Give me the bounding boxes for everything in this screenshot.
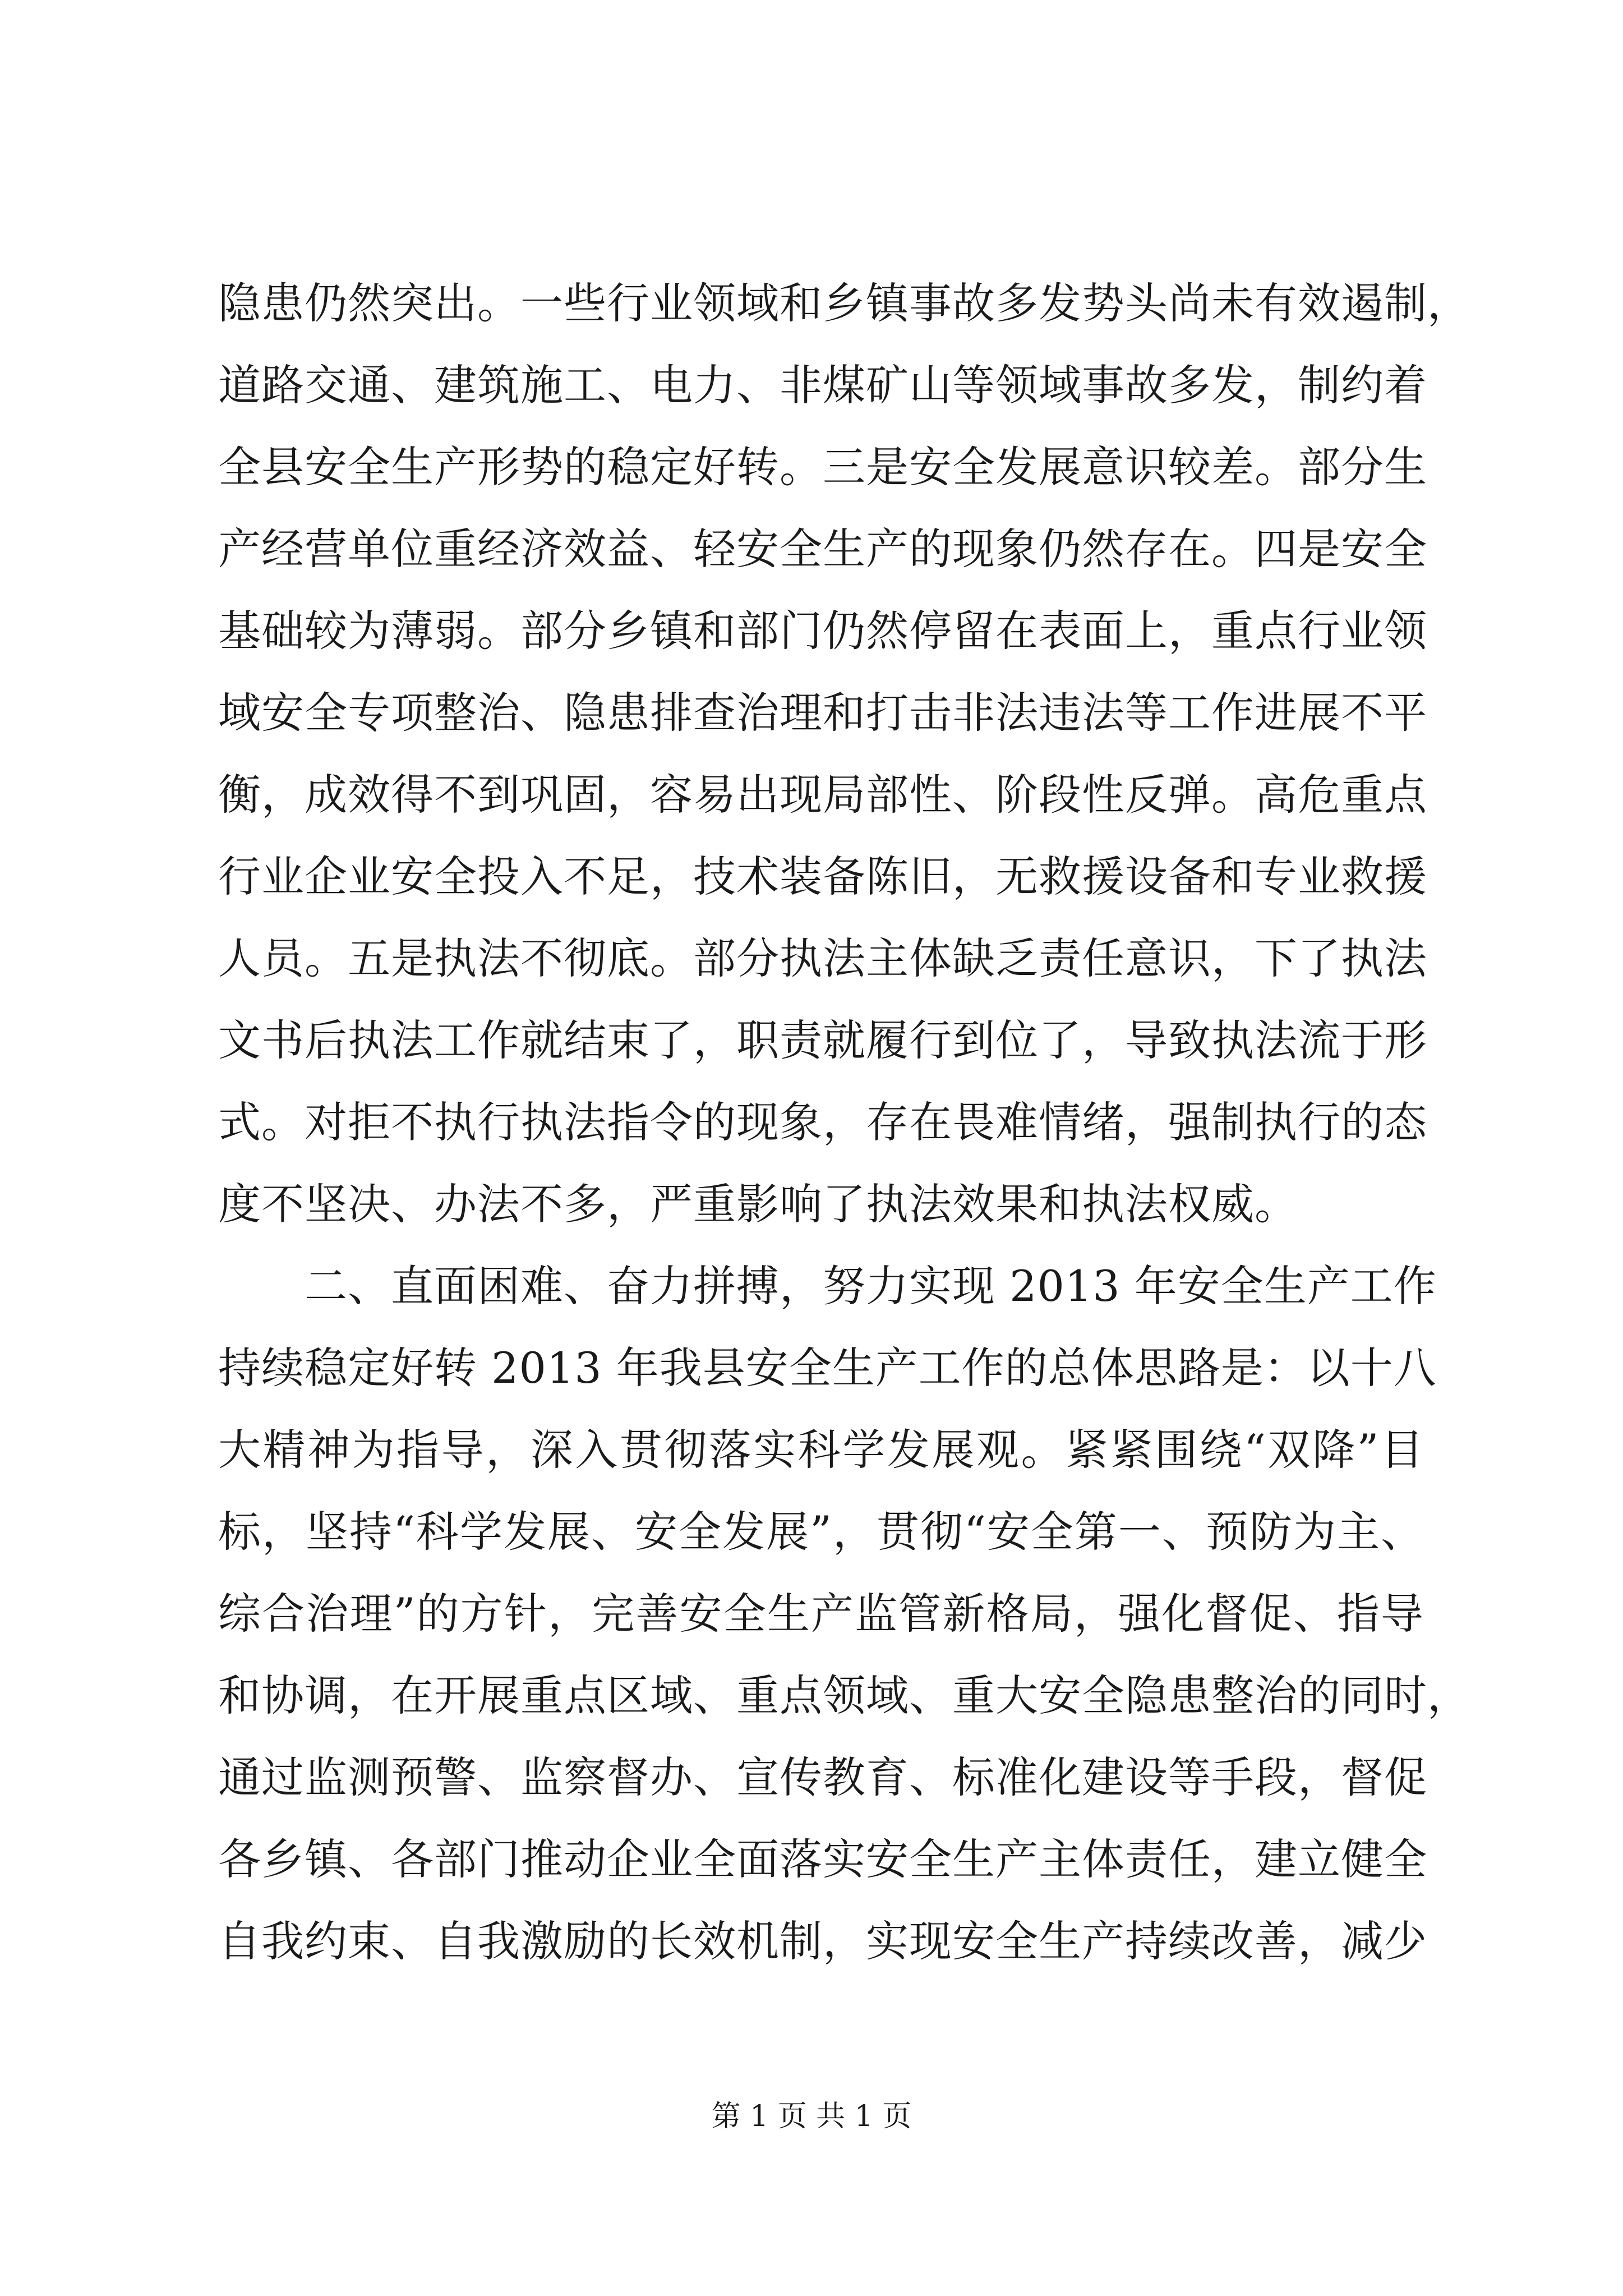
paragraph-end-line: 度不坚决、办法不多，严重影响了执法效果和执法权威。 [218,1179,1298,1229]
text-line: 人员。五是执法不彻底。部分执法主体缺乏责任意识，下了执法 [218,933,1427,983]
text-line: 式。对拒不执行执法指令的现象，存在畏难情绪，强制执行的态 [218,1097,1427,1147]
text-line: 产经营单位重经济效益、轻安全生产的现象仍然存在。四是安全 [218,524,1427,574]
text-line: 基础较为薄弱。部分乡镇和部门仍然停留在表面上，重点行业领 [218,606,1427,656]
text-line: 通过监测预警、监察督办、宣传教育、标准化建设等手段，督促 [218,1752,1427,1802]
page-number-footer: 第 1 页 共 1 页 [711,2100,912,2133]
text-line: 综合治理”的方针，完善安全生产监管新格局，强化督促、指导 [218,1589,1424,1639]
text-line: 文书后执法工作就结束了，职责就履行到位了，导致执法流于形 [218,1015,1427,1065]
paragraph-start-line: 二、直面困难、奋力拼搏，努力实现 2013 年安全生产工作 [218,1261,1437,1311]
text-line: 行业企业安全投入不足，技术装备陈旧，无救援设备和专业救援 [218,852,1427,901]
text-line: 道路交通、建筑施工、电力、非煤矿山等领域事故多发，制约着 [218,360,1427,410]
text-line: 和协调，在开展重点区域、重点领域、重大安全隐患整治的同时， [218,1671,1470,1720]
text-line: 域安全专项整治、隐患排查治理和打击非法违法等工作进展不平 [218,688,1427,738]
text-line: 自我约束、自我激励的长效机制，实现安全生产持续改善，减少 [218,1916,1427,1966]
body-text [218,263,1470,1982]
text-line: 衡，成效得不到巩固，容易出现局部性、阶段性反弹。高危重点 [218,770,1427,820]
text-line: 全县安全生产形势的稳定好转。三是安全发展意识较差。部分生 [218,442,1427,492]
text-line: 各乡镇、各部门推动企业全面落实安全生产主体责任，建立健全 [218,1834,1427,1884]
text-line: 大精神为指导，深入贯彻落实科学发展观。紧紧围绕“双降”目 [218,1425,1424,1475]
text-line: 隐患仍然突出。一些行业领域和乡镇事故多发势头尚未有效遏制， [218,278,1470,328]
text-line: 标，坚持“科学发展、安全发展”，贯彻“安全第一、预防为主、 [218,1507,1424,1557]
text-line: 持续稳定好转 2013 年我县安全生产工作的总体思路是：以十八 [218,1343,1437,1393]
